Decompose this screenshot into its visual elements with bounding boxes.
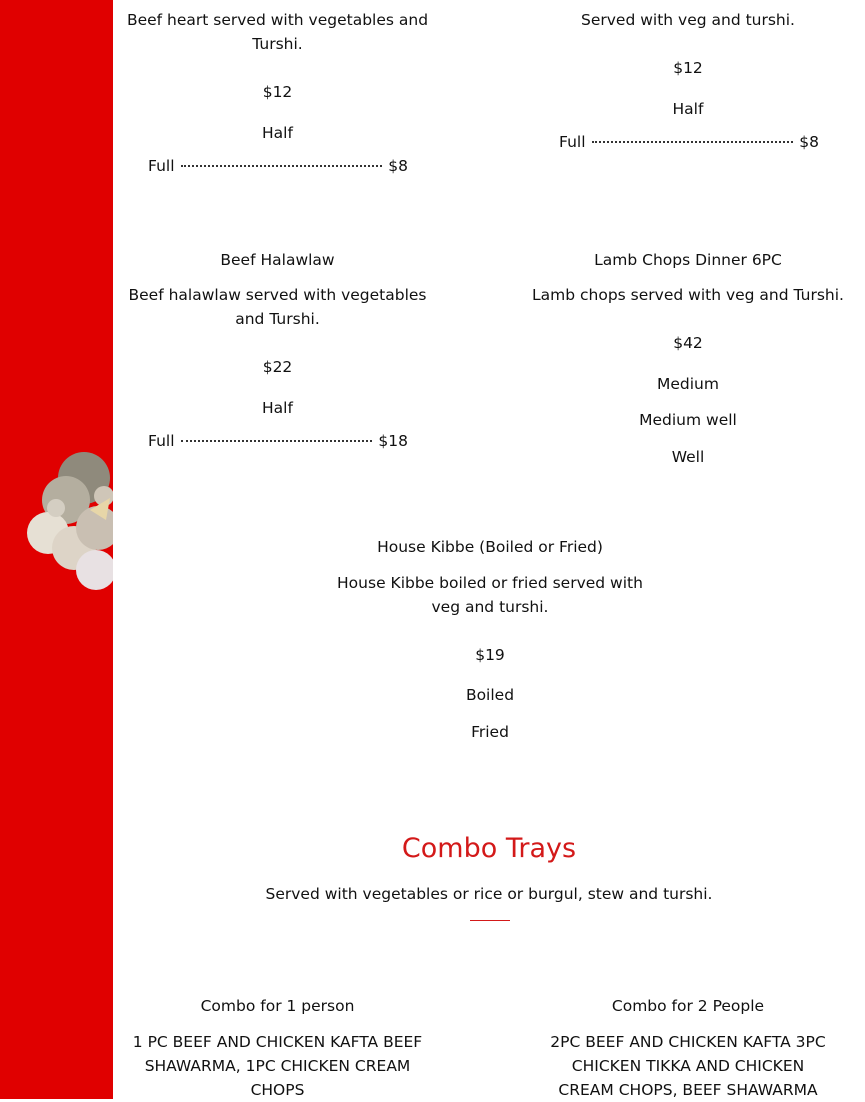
top-right-description: Served with veg and turshi.: [580, 11, 795, 29]
house-kibbe-option-boiled: Boiled: [465, 686, 515, 704]
lamb-chops-price: $42: [673, 334, 703, 352]
full-label: Full: [148, 157, 175, 175]
dot-leader: [181, 440, 373, 442]
combo-1-description: 1 PC BEEF AND CHICKEN KAFTA BEEF SHAWARMA, 1PC CHICKEN CREAM CHOPS: [132, 1033, 423, 1099]
top-right-option-half: Half: [672, 100, 704, 118]
dot-leader: [181, 165, 383, 167]
full-label: Full: [559, 133, 586, 151]
dot-leader: [592, 141, 794, 143]
full-label: Full: [148, 432, 175, 450]
lamb-chops-description: Lamb chops served with veg and Turshi.: [532, 286, 844, 304]
house-kibbe-name: House Kibbe (Boiled or Fried): [377, 538, 603, 556]
lamb-chops-option-well: Well: [671, 448, 705, 466]
beef-halawlaw-description: Beef halawlaw served with vegetables and Turshi.: [128, 286, 427, 328]
house-kibbe-price: $19: [475, 646, 505, 664]
beef-heart-full-price-row: [148, 157, 408, 175]
combo-trays-subtitle: Served with vegetables or rice or burgul, stew and turshi.: [265, 885, 713, 903]
full-price: $8: [388, 157, 408, 175]
combo-1-name: Combo for 1 person: [200, 997, 355, 1015]
beef-halawlaw-price: $22: [262, 358, 293, 376]
combo-2-description: 2PC BEEF AND CHICKEN KAFTA 3PC CHICKEN TIKKA AND CHICKEN CREAM CHOPS, BEEF SHAWARMA: [550, 1033, 826, 1099]
full-price: $8: [799, 133, 819, 151]
beef-halawlaw-name: Beef Halawlaw: [220, 251, 335, 269]
combo-trays-title: Combo Trays: [401, 833, 577, 864]
beef-heart-price: $12: [262, 83, 293, 101]
beef-heart-option-half: Half: [262, 124, 293, 142]
lamb-chops-option-medium: Medium: [657, 375, 719, 393]
garlic-illustration: [26, 438, 113, 594]
combo-2-name: Combo for 2 People: [611, 997, 765, 1015]
lamb-chops-name: Lamb Chops Dinner 6PC: [594, 251, 782, 269]
lamb-chops-option-medium-well: Medium well: [639, 411, 737, 429]
beef-heart-description: Beef heart served with vegetables and Turshi.: [126, 11, 429, 53]
house-kibbe-option-fried: Fried: [471, 723, 509, 741]
top-right-full-price-row: [559, 133, 819, 151]
full-price: $18: [378, 432, 408, 450]
top-right-price: $12: [673, 59, 703, 77]
house-kibbe-description: House Kibbe boiled or fried served with veg and turshi.: [337, 574, 643, 616]
beef-halawlaw-option-half: Half: [262, 399, 293, 417]
beef-halawlaw-full-price-row: [148, 432, 408, 450]
section-divider: [470, 920, 510, 921]
